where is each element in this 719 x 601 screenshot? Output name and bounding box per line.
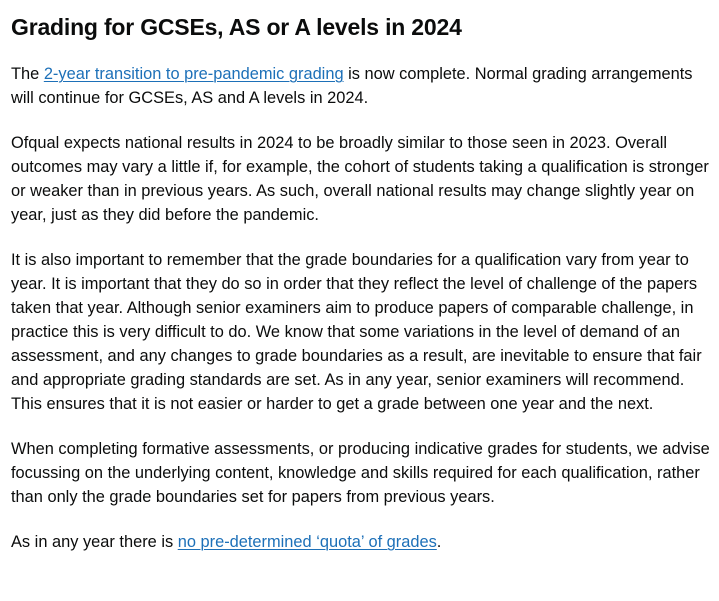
paragraph-transition [11, 62, 714, 110]
paragraph-grade-boundaries: It is also important to remember that the grade boundaries for a qualification vary from year to year. It is important that they do so in order that they reflect the level of challenge of the papers taken that year. Although senior examiners aim to produce papers of comparable challenge, in practice this is very difficult to do. We know that some variations in the level of demand of an assessment, and any changes to grade boundaries as a result, are inevitable to ensure that fair and appropriate grading standards are set. As in any year, senior examiners will recommend. This ensures that it is not easier or harder to get a grade between one year and the next. [11, 251, 702, 413]
grade-quota-link[interactable]: no pre-determined ‘quota’ of grades [177, 533, 437, 551]
section-body [11, 62, 714, 575]
paragraph-text: The [11, 65, 44, 83]
paragraph-text: . [436, 533, 442, 551]
paragraph-text: is now complete. Normal grading arrangements will continue for GCSEs, AS and A levels in 2024. [11, 65, 693, 107]
section-heading: Grading for GCSEs, AS or A levels in 2024 [11, 14, 462, 40]
paragraph-national-results: Ofqual expects national results in 2024 to be broadly similar to those seen in 2023. Overall outcomes may vary a little if, for example, the cohort of students taking a qualification is stronger or weaker than in previous years. As such, overall national results may change slightly year on year, just as they did before the pandemic. [11, 134, 709, 224]
transition-grading-link[interactable]: 2-year transition to pre-pandemic grading [43, 65, 344, 83]
paragraph-formative-assessments: When completing formative assessments, or producing indicative grades for students, we advise focussing on the underlying content, knowledge and skills required for each qualification, rather than only the grade boundaries set for papers from previous years. [11, 440, 710, 506]
paragraph-text: As in any year there is [11, 533, 178, 551]
paragraph-quota [11, 530, 714, 554]
